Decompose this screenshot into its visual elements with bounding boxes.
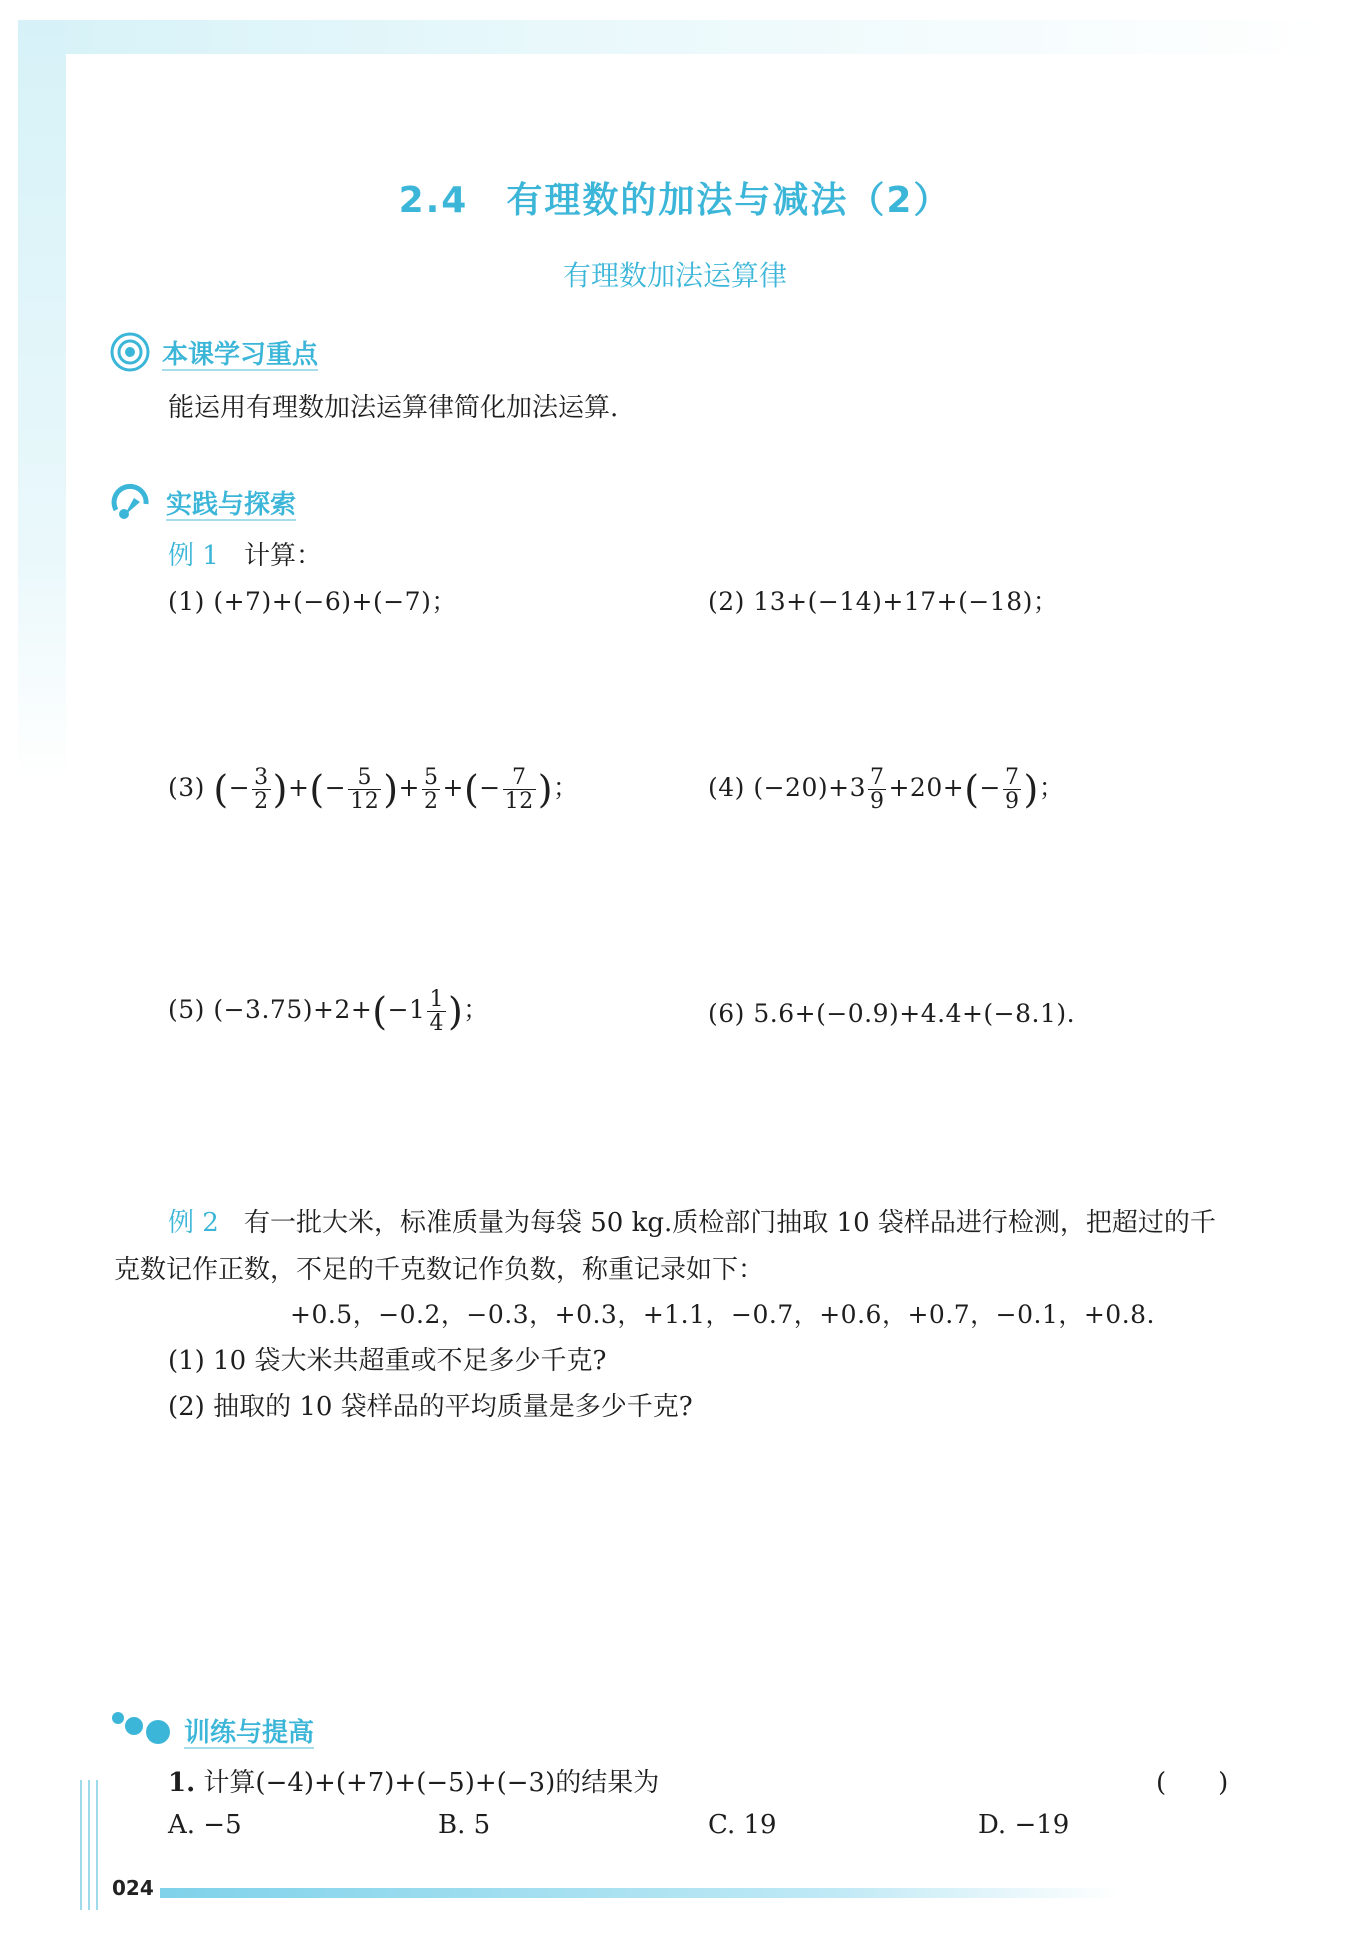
- footer-bars: [80, 1780, 104, 1910]
- page-left-band: [18, 20, 66, 780]
- practice-q1: [168, 1762, 659, 1799]
- fraction: $\frac{5}{2}$: [423, 765, 439, 815]
- option-d: D. −19: [978, 1810, 1070, 1840]
- example2-data: +0.5，−0.2，−0.3，+0.3，+1.1，−0.7，+0.6，+0.7，−0.1，+0.8.: [290, 1300, 1156, 1329]
- fraction: $\frac{5}{12}$: [350, 765, 380, 815]
- focus-text: 能运用有理数加法运算律简化加法运算.: [168, 393, 619, 423]
- problem-4: (4) (−20)+3 $\frac{7}{9}$ +20+(− $\frac{7}{9}$ )；: [708, 765, 1065, 815]
- example2-label: 例 2: [168, 1208, 219, 1238]
- fraction: $\frac{3}{2}$: [254, 765, 269, 815]
- fraction: $\frac{7}{12}$: [504, 765, 534, 815]
- practice-q1-number: 1.: [168, 1768, 196, 1798]
- target-icon: [110, 332, 150, 376]
- lesson-subtitle: 有理数加法运算律: [562, 259, 787, 292]
- fraction: $\frac{7}{9}$: [1004, 765, 1020, 815]
- explore-heading: 实践与探索: [166, 490, 297, 520]
- option-c: C. 19: [708, 1810, 777, 1840]
- problem-4-label: (4) (−20)+3: [708, 773, 866, 803]
- example1-prompt: 计算：: [244, 541, 323, 571]
- lesson-title: 2.4 有理数的加法与减法（2）: [398, 180, 952, 221]
- answer-blank: ( ): [1156, 1768, 1229, 1798]
- explore-icon: [110, 480, 152, 526]
- problem-3-label: (3): [168, 773, 214, 803]
- practice-q1-text: 计算(−4)+(+7)+(−5)+(−3)的结果为: [203, 1768, 660, 1798]
- fraction: $\frac{1}{4}$: [429, 987, 444, 1037]
- bubbles-icon: [110, 1706, 174, 1750]
- example2-question-2: (2) 抽取的 10 袋样品的平均质量是多少千克?: [168, 1392, 693, 1422]
- page-top-band: [18, 20, 1330, 54]
- option-b: B. 5: [438, 1810, 491, 1840]
- problem-3: (3) (− $\frac{3}{2}$ )+(− $\frac{5}{12}$ )+ $\frac{5}{2}$ +(− $\frac{7}{12}$ )；: [168, 765, 579, 815]
- problem-2: (2) 13+(−14)+17+(−18)；: [708, 587, 1059, 616]
- option-a: A. −5: [168, 1810, 242, 1840]
- problem-5: (5) (−3.75)+2+(−1 $\frac{1}{4}$ )；: [168, 987, 489, 1037]
- focus-heading: 本课学习重点: [162, 340, 319, 370]
- fraction: $\frac{7}{9}$: [869, 765, 885, 815]
- example2-line1: 有一批大米，标准质量为每袋 50 kg.质检部门抽取 10 袋样品进行检测，把超过的千: [244, 1208, 1216, 1238]
- footer-line: [160, 1888, 1120, 1898]
- problem-1: (1) (+7)+(−6)+(−7)；: [168, 587, 457, 616]
- example1-label: 例 1: [168, 541, 219, 571]
- example2-line2: 克数记作正数，不足的千克数记作负数，称重记录如下：: [114, 1255, 765, 1285]
- problem-5-label: (5) (−3.75)+2+: [168, 995, 373, 1025]
- problem-6: (6) 5.6+(−0.9)+4.4+(−8.1).: [708, 999, 1076, 1028]
- practice-heading: 训练与提高: [184, 1718, 315, 1748]
- example2-question-1: (1) 10 袋大米共超重或不足多少千克?: [168, 1346, 607, 1376]
- page-number: 024: [112, 1876, 154, 1900]
